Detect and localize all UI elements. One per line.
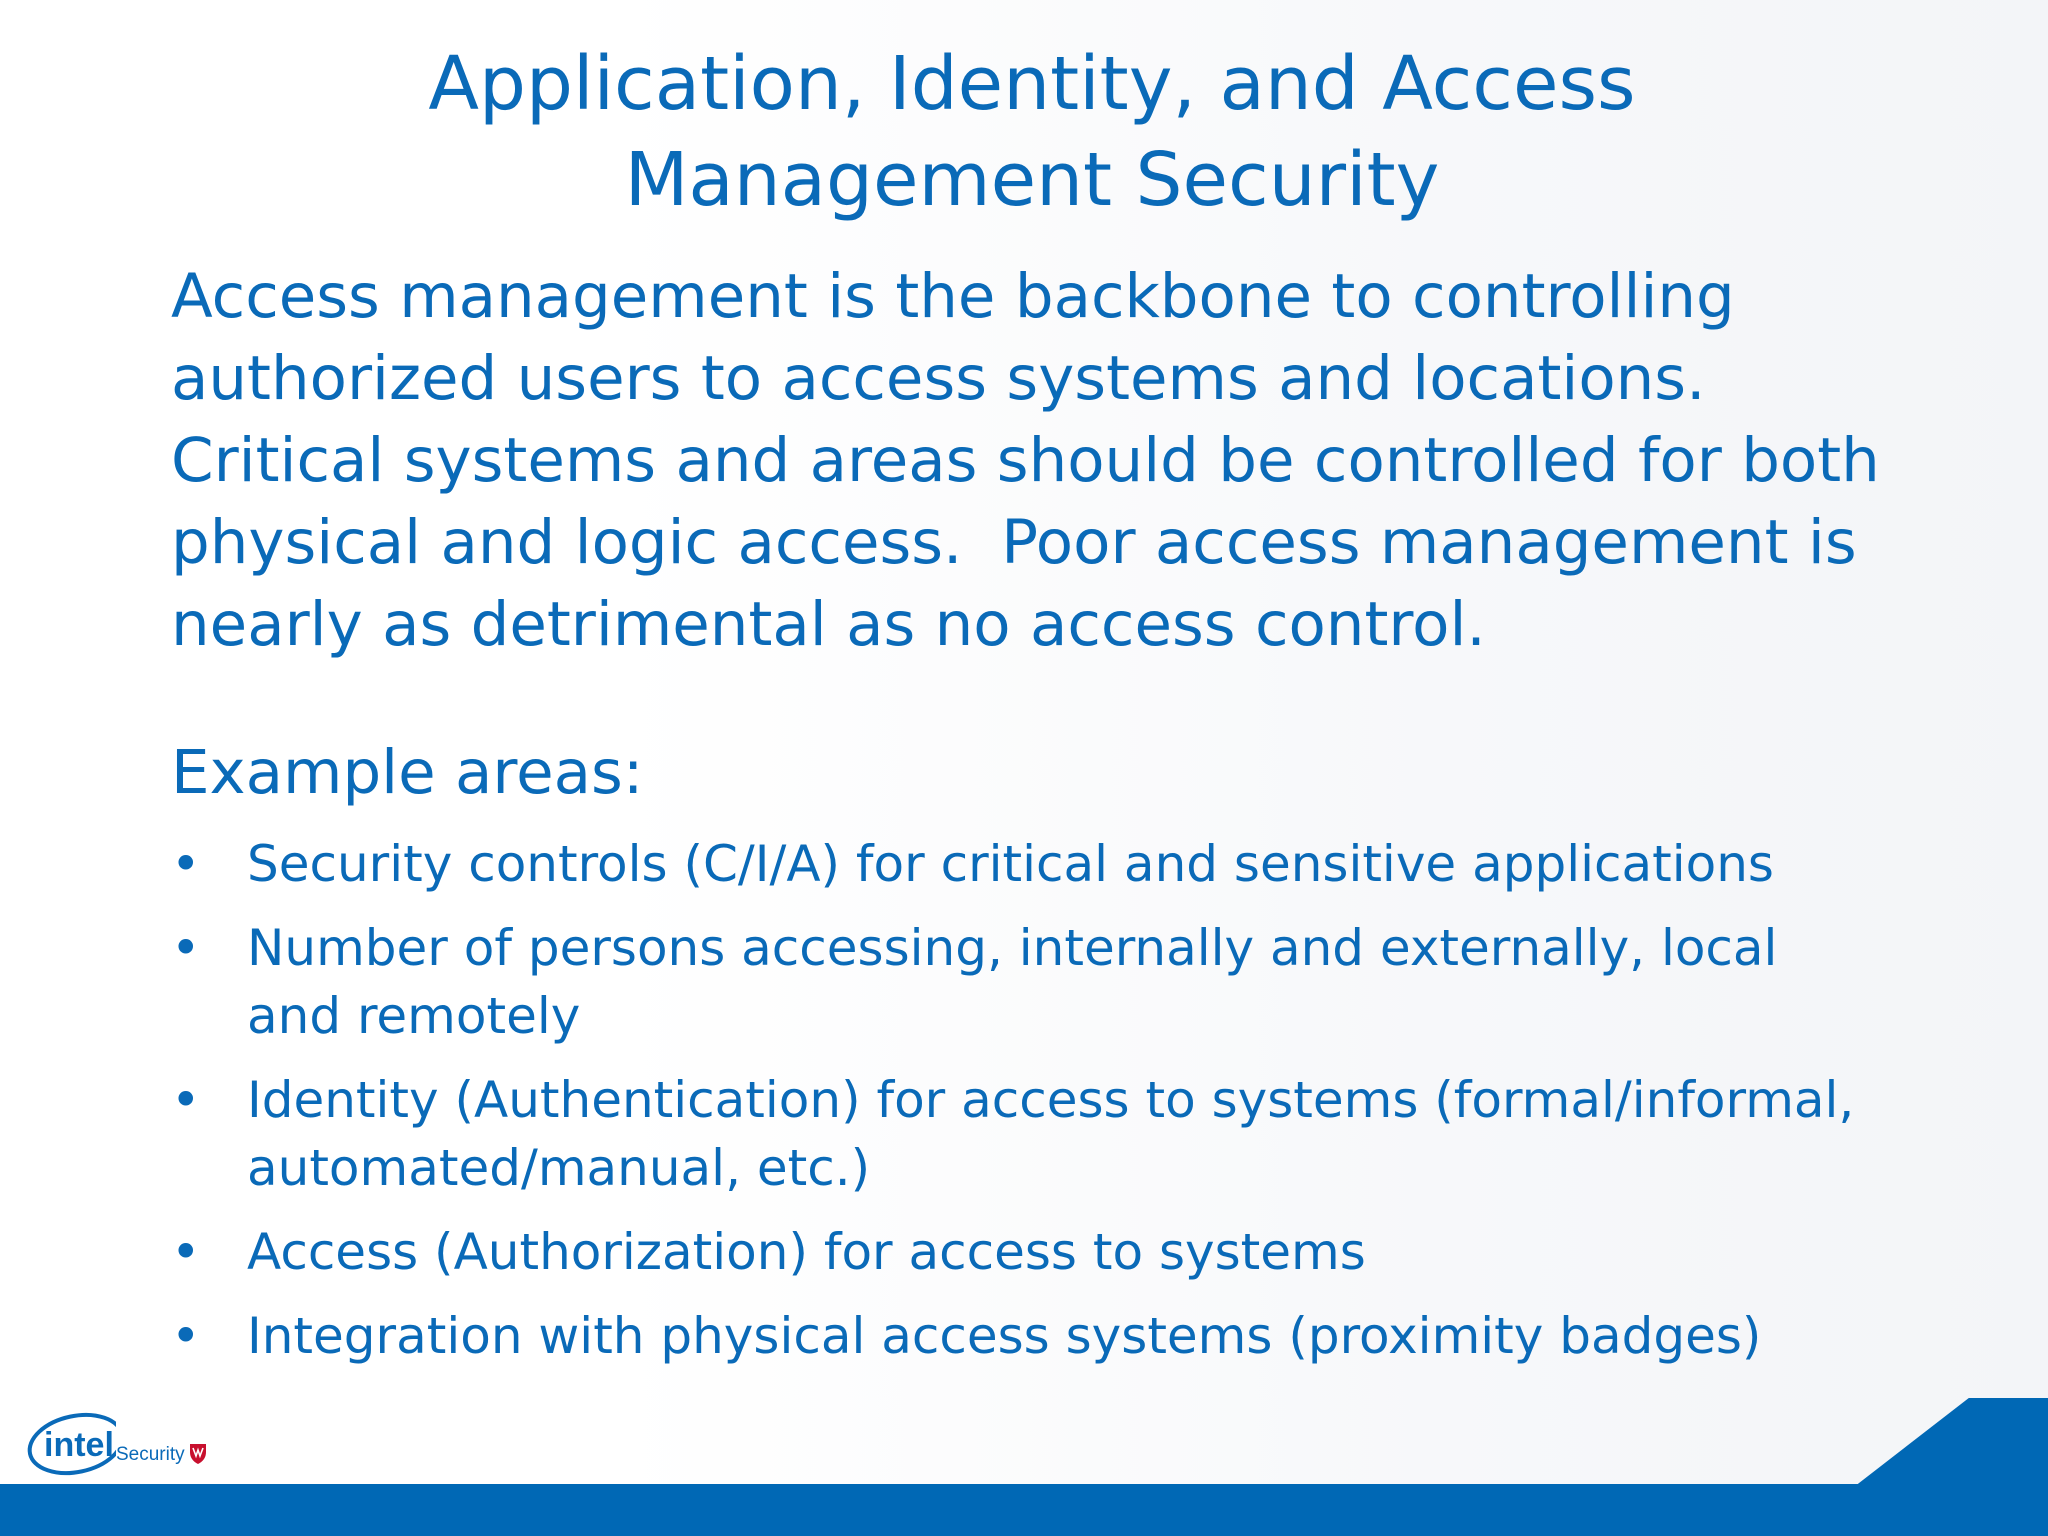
footer-bar — [0, 1484, 2048, 1536]
list-item — [171, 830, 1991, 898]
list-item — [171, 914, 1991, 1050]
intro-line-1: Access management is the backbone to controlling — [171, 261, 1735, 332]
mcafee-shield-icon — [190, 1444, 206, 1464]
examples-heading: Example areas: — [171, 737, 644, 808]
intro-line-4: physical and logic access. Poor access management is — [171, 507, 1857, 578]
list-item — [171, 1218, 1991, 1286]
intel-wordmark: intel — [44, 1426, 114, 1464]
slide-title — [0, 36, 2048, 228]
list-item-line-2: and remotely — [247, 987, 581, 1045]
intro-line-5: nearly as detrimental as no access control. — [171, 589, 1486, 660]
list-item — [171, 1066, 1991, 1202]
intel-security-logo — [24, 1404, 224, 1484]
bullet-icon: • — [171, 1307, 201, 1365]
intro-line-3: Critical systems and areas should be controlled for both — [171, 425, 1880, 496]
list-item-line-2: automated/manual, etc.) — [247, 1139, 871, 1197]
title-line-1: Application, Identity, and Access — [428, 41, 1636, 127]
list-item-line-1: Number of persons accessing, internally and externally, local — [247, 919, 1778, 977]
bullet-icon: • — [171, 919, 201, 977]
bullet-icon: • — [171, 1223, 201, 1281]
bullet-icon: • — [171, 1071, 201, 1129]
security-wordmark: Security — [116, 1444, 185, 1465]
title-line-2: Management Security — [624, 137, 1440, 223]
example-areas-list — [171, 830, 1991, 1386]
list-item-line-1: Integration with physical access systems (proximity badges) — [247, 1307, 1762, 1365]
intro-line-2: authorized users to access systems and locations. — [171, 343, 1706, 414]
list-item — [171, 1302, 1991, 1370]
list-item-line-1: Access (Authorization) for access to systems — [247, 1223, 1366, 1281]
bullet-icon: • — [171, 835, 201, 893]
list-item-line-1: Security controls (C/I/A) for critical and sensitive applications — [247, 835, 1774, 893]
footer-wedge — [1850, 1398, 2048, 1490]
list-item-line-1: Identity (Authentication) for access to systems (formal/informal, — [247, 1071, 1855, 1129]
intro-paragraph — [171, 256, 1971, 666]
